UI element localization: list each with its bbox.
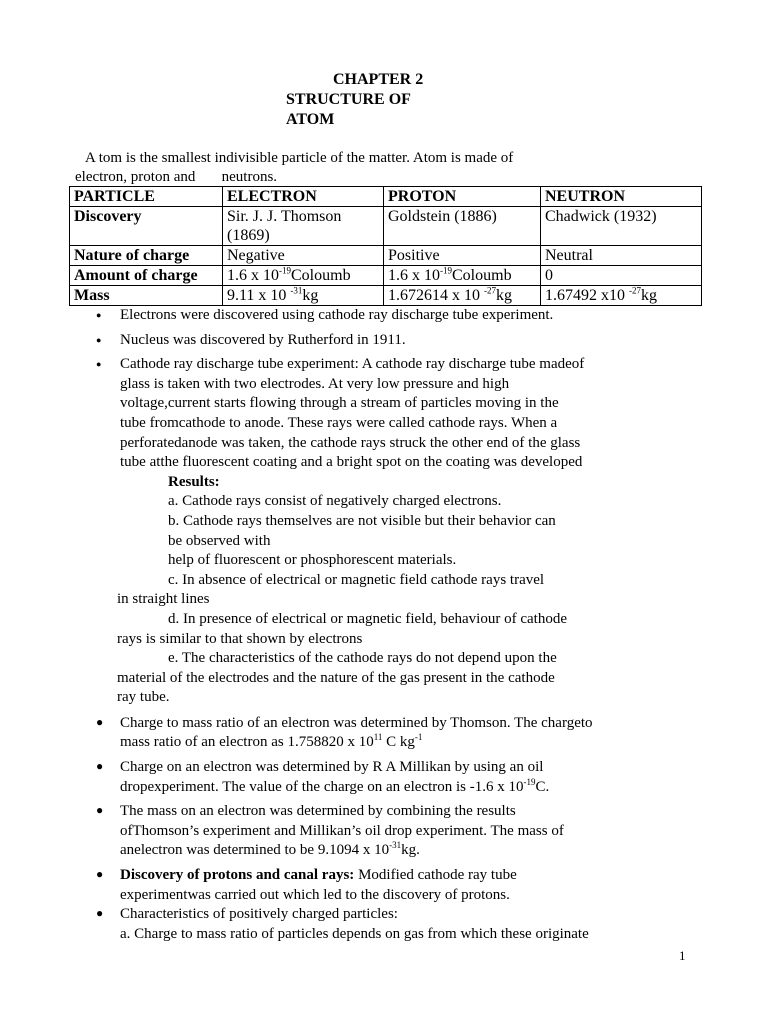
paragraph-line: voltage,current starts flowing through a stream of particles moving in the — [120, 395, 559, 412]
result-line: material of the electrodes and the nature of the gas present in the cathode — [117, 669, 555, 686]
table-cell: Chadwick (1932) — [541, 207, 702, 246]
table-cell: Positive — [384, 246, 541, 266]
cell-text: 1.6 x 10 — [388, 267, 440, 284]
bullet-item-mass — [120, 802, 700, 861]
table-cell — [384, 286, 541, 306]
exponent: 11 — [373, 732, 383, 743]
bullet-list — [117, 306, 700, 944]
bullet-item-thomson — [120, 714, 700, 753]
header-cell: NEUTRON — [541, 187, 702, 207]
intro-line2: electron, proton and neutrons. — [75, 169, 278, 185]
intro-line1: A tom is the smallest indivisible particle of the matter. Atom is made of — [85, 150, 514, 166]
exponent: -1 — [414, 732, 423, 743]
table-cell — [384, 266, 541, 286]
result-line: b. Cathode rays themselves are not visible but their behavior can — [168, 512, 556, 529]
bullet-item: ● Nucleus was discovered by Rutherford in 1911. — [120, 331, 700, 351]
exponent: -19 — [440, 265, 452, 276]
table-cell — [223, 266, 384, 286]
result-line: rays is similar to that shown by electrons — [117, 630, 363, 647]
paragraph-line: a. Charge to mass ratio of particles depends on gas from which these originate — [120, 925, 589, 942]
cell-text: 1.6 x 10 — [227, 267, 279, 284]
result-line: help of fluorescent or phosphorescent materials. — [168, 552, 457, 569]
text-run: dropexperiment. The value of the charge on an electron is -1.6 x 10 — [120, 778, 524, 795]
paragraph-line: ofThomson’s experiment and Millikan’s oil drop experiment. The mass of — [120, 822, 564, 839]
table-cell — [223, 286, 384, 306]
cell-text: Coloumb — [452, 267, 512, 284]
paragraph-line: ● The mass on an electron was determined by combining the results — [120, 802, 700, 822]
header-cell: PROTON — [384, 187, 541, 207]
text-run: C. — [535, 778, 550, 795]
cell-text: kg — [302, 287, 319, 304]
table-cell: 0 — [541, 266, 702, 286]
result-line: c. In absence of electrical or magnetic field cathode rays travel — [168, 571, 545, 588]
text-run: Modified cathode ray tube — [354, 867, 517, 884]
result-line: e. The characteristics of the cathode rays do not depend upon the — [168, 650, 557, 667]
bullet-item-millikan — [120, 758, 700, 797]
cell-text: 1.67492 x10 — [545, 287, 629, 304]
exponent: -31 — [290, 285, 303, 296]
cell-text: Sir. J. J. Thomson — [227, 208, 342, 225]
paragraph-line: ● Cathode ray discharge tube experiment: A cathode ray discharge tube madeof — [120, 355, 700, 375]
paragraph-line: ● Characteristics of positively charged particles: — [120, 905, 700, 925]
table-row — [70, 246, 702, 266]
chapter-title-line2: ATOM — [286, 111, 335, 128]
result-line: d. In presence of electrical or magnetic field, behaviour of cathode — [168, 610, 567, 627]
text-run: kg. — [401, 842, 420, 859]
result-line: ray tube. — [117, 689, 170, 706]
cell-text: kg — [641, 287, 657, 304]
result-line: be observed with — [168, 532, 271, 549]
bullet-item-cathode — [117, 355, 700, 708]
paragraph-line: tube fromcathode to anode. These rays were called cathode rays. When a — [120, 414, 558, 431]
table-row — [70, 207, 702, 246]
row-label: Mass — [70, 286, 223, 306]
chapter-heading: CHAPTER 2 — [333, 71, 424, 88]
exponent: -19 — [279, 265, 291, 276]
paragraph-line: ● Charge to mass ratio of an electron was determined by Thomson. The chargeto — [120, 714, 700, 734]
paragraph-line: glass is taken with two electrodes. At very low pressure and high — [120, 375, 510, 392]
exponent: -27 — [629, 285, 641, 296]
paragraph-line — [120, 733, 700, 753]
cell-text: kg — [496, 287, 512, 304]
paragraph-line: ● Charge on an electron was determined by R A Millikan by using an oil — [120, 758, 700, 778]
row-label: Amount of charge — [70, 266, 223, 286]
cell-text: (1869) — [227, 227, 270, 244]
cell-text: 9.11 x 10 — [227, 287, 291, 304]
row-label: Discovery — [70, 207, 223, 246]
table-row — [70, 266, 702, 286]
text-run: anelectron was determined to be 9.1094 x 10 — [120, 842, 390, 859]
header-cell: ELECTRON — [223, 187, 384, 207]
table-cell: Goldstein (1886) — [384, 207, 541, 246]
paragraph-line: tube atthe fluorescent coating and a bright spot on the coating was developed — [120, 454, 583, 471]
exponent: -19 — [523, 776, 536, 787]
table-header-row — [70, 187, 702, 207]
text-run: mass ratio of an electron as 1.758820 x 10 — [120, 734, 374, 751]
result-line: in straight lines — [117, 591, 210, 608]
header-cell: PARTICLE — [70, 187, 223, 207]
paragraph-line: experimentwas carried out which led to the discovery of protons. — [120, 886, 510, 903]
cell-text: Coloumb — [291, 267, 351, 284]
results-heading: Results: — [168, 473, 220, 490]
row-label: Nature of charge — [70, 246, 223, 266]
bullet-item-protons — [120, 866, 700, 905]
bullet-item-characteristics — [120, 905, 700, 944]
paragraph-line — [120, 866, 700, 886]
page-number: 1 — [679, 948, 686, 963]
table-cell: Neutral — [541, 246, 702, 266]
table-cell: Negative — [223, 246, 384, 266]
cell-text: 1.672614 x 10 — [388, 287, 484, 304]
result-line: a. Cathode rays consist of negatively charged electrons. — [168, 493, 502, 510]
particle-table — [69, 186, 702, 306]
table-cell — [541, 286, 702, 306]
text-run: C kg — [382, 734, 415, 751]
table-cell — [223, 207, 384, 246]
bullet-item: ● Electrons were discovered using cathode ray discharge tube experiment. — [120, 306, 700, 326]
exponent: -27 — [484, 285, 496, 296]
exponent: -31 — [389, 840, 402, 851]
paragraph-line — [120, 778, 700, 798]
paragraph-line: perforatedanode was taken, the cathode rays struck the other end of the glass — [120, 434, 581, 451]
table-row — [70, 286, 702, 306]
paragraph-line — [120, 841, 700, 861]
chapter-title-line1: STRUCTURE OF — [286, 91, 411, 108]
bold-run: Discovery of protons and canal rays: — [120, 867, 355, 884]
